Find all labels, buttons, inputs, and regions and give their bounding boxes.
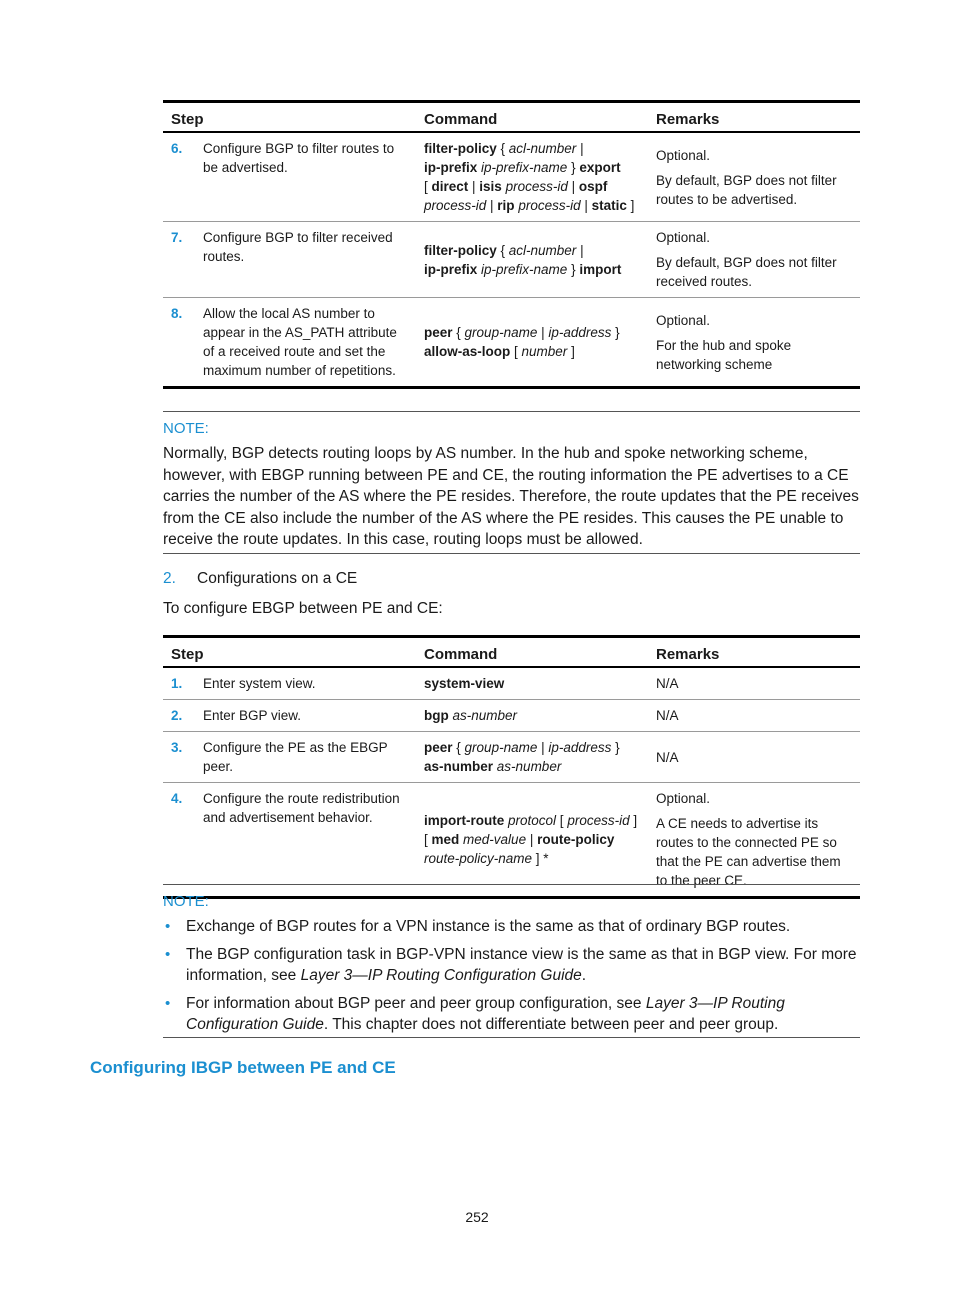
command-line (424, 177, 640, 196)
command-token: as-number (424, 759, 494, 774)
command-token: | (576, 242, 584, 258)
col-header-step: Step (163, 102, 416, 133)
list-item-text: Layer 3—IP Routing Configuration Guide (186, 994, 785, 1033)
command-line (424, 757, 640, 776)
note-title: NOTE: (163, 893, 209, 910)
command-line (424, 849, 640, 868)
command-token: | (537, 325, 549, 340)
command-token: [ (510, 344, 522, 359)
command-token: ip-prefix (424, 160, 478, 175)
list-item-text: For information about BGP peer and peer group configuration, see (186, 994, 646, 1012)
list-item-text: The BGP configuration task in BGP-VPN instance view is the same as that in BGP view. For more information, see (186, 945, 857, 984)
command-cell (416, 783, 648, 898)
command-token: group-name (464, 325, 538, 340)
command-token: process-id (567, 813, 630, 828)
command-token: allow-as-loop (424, 344, 511, 359)
command-token: route-policy-name (424, 851, 533, 866)
table-row (163, 667, 860, 700)
command-token: | (526, 832, 538, 847)
command-token: system-view (424, 676, 505, 691)
remarks-cell (648, 298, 860, 388)
command-token: export (579, 160, 621, 175)
list-item (163, 916, 860, 938)
command-token: ] (567, 344, 575, 359)
list-item-text: Layer 3—IP Routing Configuration Guide (300, 967, 582, 984)
command-line (424, 342, 640, 361)
remark-text: By default, BGP does not filter routes to be advertised. (656, 172, 837, 207)
remark-text: N/A (656, 708, 679, 723)
command-token: group-name (464, 740, 538, 755)
command-line (424, 158, 640, 177)
list-item (163, 944, 860, 987)
command-token: bgp (424, 708, 449, 723)
remark-text: N/A (656, 676, 679, 691)
command-token: isis (479, 179, 502, 194)
command-token: rip (497, 198, 515, 213)
command-token: filter-policy (424, 242, 497, 258)
command-token: process-id (505, 179, 568, 194)
step-number: 7. (163, 222, 195, 298)
remark-text: A CE needs to advertise its routes to the connected PE so that the PE can advertise them to the peer CE. (656, 816, 841, 888)
table-row (163, 222, 860, 298)
remark-text: Optional. (656, 147, 711, 163)
command-token: ip-prefix-name (481, 261, 568, 277)
remarks-cell (648, 667, 860, 700)
step-description: Enter BGP view. (195, 700, 416, 732)
command-line (424, 738, 640, 757)
command-line (424, 139, 640, 158)
command-table-ebgp (163, 635, 860, 899)
command-token: filter-policy (424, 141, 497, 156)
command-token: as-number (496, 759, 562, 774)
command-line (424, 260, 640, 279)
remark-text: N/A (656, 749, 679, 765)
command-token: } (611, 325, 620, 340)
bullet-icon: • (165, 994, 171, 1012)
table-row (163, 783, 860, 898)
command-token: med (431, 832, 460, 847)
note-list (163, 916, 860, 1036)
page-number: 252 (465, 1209, 489, 1225)
section-heading: Configuring IBGP between PE and CE (90, 1058, 396, 1077)
command-cell (416, 667, 648, 700)
step-number: 6. (163, 132, 195, 222)
command-cell (416, 732, 648, 783)
command-token: [ (424, 179, 432, 194)
table-row (163, 732, 860, 783)
remark-text: For the hub and spoke networking scheme (656, 337, 792, 372)
bullet-icon: • (165, 918, 171, 935)
command-token: ] (626, 198, 635, 213)
table-row (163, 132, 860, 222)
table-row (163, 298, 860, 388)
step-number: 4. (163, 783, 195, 898)
command-token: } (567, 261, 580, 277)
command-token: route-policy (537, 832, 615, 847)
command-cell (416, 132, 648, 222)
command-token: ip-prefix-name (481, 160, 568, 175)
command-line (424, 323, 640, 342)
command-token: ospf (578, 179, 608, 194)
col-header-command: Command (416, 637, 648, 668)
command-token: | (580, 198, 592, 213)
step-description: Configure the PE as the EBGP peer. (195, 732, 416, 783)
section-item-ce (163, 570, 358, 588)
col-header-step: Step (163, 637, 416, 668)
step-description: Configure the route redistribution and advertisement behavior. (195, 783, 416, 898)
command-token: peer (424, 325, 453, 340)
command-token: { (452, 325, 465, 340)
step-number: 3. (163, 732, 195, 783)
command-line (424, 241, 640, 260)
command-token: ip-address (548, 740, 612, 755)
step-description: Enter system view. (195, 667, 416, 700)
command-token: } (611, 740, 620, 755)
command-line (424, 706, 640, 725)
note-title: NOTE: (163, 420, 209, 437)
table-row (163, 700, 860, 732)
remarks-cell (648, 732, 860, 783)
remarks-cell (648, 222, 860, 298)
command-token: ] * (532, 851, 549, 866)
command-token: ip-prefix (424, 261, 478, 277)
col-header-remarks: Remarks (648, 637, 860, 668)
remark-text: By default, BGP does not filter received routes. (656, 255, 837, 289)
command-token: | (537, 740, 549, 755)
command-token: process-id (424, 198, 487, 213)
col-header-remarks: Remarks (648, 102, 860, 133)
command-token: { (496, 141, 509, 156)
note-box-vpn-bgp (163, 884, 860, 1038)
command-cell (416, 222, 648, 298)
command-token: [ (424, 832, 432, 847)
command-token: | (576, 141, 584, 156)
command-token: | (468, 179, 480, 194)
command-token: peer (424, 740, 453, 755)
command-table-pe-ce (163, 100, 860, 389)
command-token: direct (431, 179, 469, 194)
command-token: ] (629, 813, 638, 828)
command-token: | (567, 179, 579, 194)
note-text: Normally, BGP detects routing loops by AS number. In the hub and spoke networking scheme, however, with EBGP running between PE and CE, the routing information the PE advertises to a CE carries the number of the AS where the PE resides. Therefore, the route updates that the PE receives from the CE also include the number of the AS where the PE resides. This causes the PE unable to receive the route updates. In this case, routing loops must be allowed. (163, 445, 859, 548)
command-token: static (591, 198, 627, 213)
note-box-routing-loops (163, 411, 860, 554)
command-token: ip-address (548, 325, 612, 340)
col-header-command: Command (416, 102, 648, 133)
command-token: { (496, 242, 509, 258)
command-line (424, 830, 640, 849)
command-token: { (452, 740, 465, 755)
remarks-cell (648, 700, 860, 732)
command-token: as-number (452, 708, 518, 723)
step-description: Configure BGP to filter routes to be advertised. (195, 132, 416, 222)
command-token: import-route (424, 813, 505, 828)
section-title: Configurations on a CE (197, 570, 358, 587)
command-token: } (567, 160, 580, 175)
command-token: med-value (463, 832, 527, 847)
command-token: process-id (518, 198, 581, 213)
list-item (163, 993, 860, 1036)
step-number: 1. (163, 667, 195, 700)
command-token: acl-number (508, 242, 577, 258)
command-token: | (486, 198, 498, 213)
step-number: 8. (163, 298, 195, 388)
section-intro: To configure EBGP between PE and CE: (163, 600, 443, 617)
step-number: 2. (163, 700, 195, 732)
command-line (424, 674, 640, 693)
bullet-icon: • (165, 945, 171, 963)
remark-text: Optional. (656, 791, 711, 806)
step-description: Allow the local AS number to appear in the AS_PATH attribute of a received route and set the maximum number of repetitions. (195, 298, 416, 388)
command-line (424, 811, 640, 830)
list-item-text: . This chapter does not differentiate between peer and peer group. (323, 1016, 779, 1033)
command-token: acl-number (508, 141, 577, 156)
command-line (424, 196, 640, 215)
command-token: [ (556, 813, 568, 828)
remarks-cell (648, 132, 860, 222)
command-cell (416, 700, 648, 732)
section-number: 2. (163, 570, 176, 587)
step-description: Configure BGP to filter received routes. (195, 222, 416, 298)
remark-text: Optional. (656, 230, 711, 245)
command-token: protocol (508, 813, 557, 828)
list-item-text: . (581, 967, 587, 984)
list-item-text: Exchange of BGP routes for a VPN instance is the same as that of ordinary BGP routes. (186, 918, 791, 935)
remark-text: Optional. (656, 312, 711, 328)
command-token: number (521, 344, 568, 359)
command-token: import (579, 261, 622, 277)
remarks-cell (648, 783, 860, 898)
command-cell (416, 298, 648, 388)
